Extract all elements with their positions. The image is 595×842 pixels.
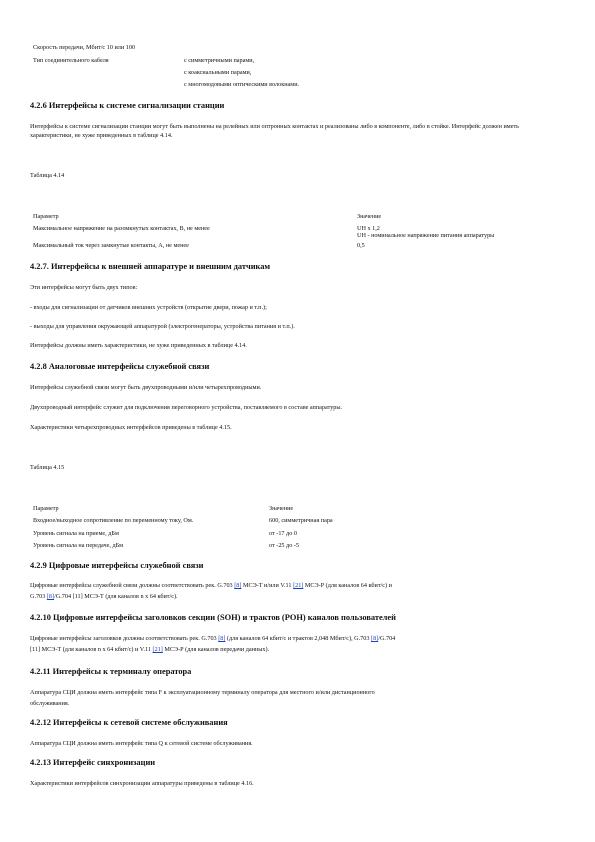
cable-option-3: с многомодовыми оптическими волокнами.: [184, 81, 300, 88]
table-4-14-row2-value: 0,5: [357, 242, 365, 249]
table-4-14-row1-value-a: UH x 1,2: [357, 225, 380, 232]
heading-4-2-9: 4.2.9 Цифровые интерфейсы служебной связи: [30, 561, 204, 570]
table-4-14-header-value: Значение: [357, 213, 382, 220]
heading-4-2-12: 4.2.12 Интерфейсы к сетевой системе обслуживания: [30, 718, 228, 727]
paragraph-4-2-9-line-1: Цифровые интерфейсы служебной связи должны соответствовать рек. G.703 [8] МСЭ-Т и/или V.11 [21] МСЭ-Р (для каналов 64 кбит/с) и: [30, 582, 392, 589]
table-4-15-row2-param: Уровень сигнала на приеме, дБм: [33, 530, 119, 537]
table-4-15-header-value: Значение: [269, 505, 294, 512]
reference-link[interactable]: [21]: [152, 646, 163, 653]
paragraph-4-2-7-item-1: - входы для сигнализации от датчиков внешних устройств (открытие двери, пожар и т.п.);: [30, 304, 267, 311]
table-4-15-row2-value: от -17 до 0: [269, 530, 297, 537]
table-4-14-caption: Таблица 4.14: [30, 172, 65, 179]
paragraph-4-2-13: Характеристики интерфейсов синхронизации аппаратуры приведены в таблице 4.16.: [30, 780, 254, 787]
table-4-15-header-param: Параметр: [33, 505, 59, 512]
speed-label: Скорость передачи, Мбит/с 10 или 100: [33, 44, 136, 51]
paragraph-4-2-11-line-1: Аппаратура СЦИ должна иметь интерфейс типа F к эксплуатационному терминалу оператора для местного и/или дистанционного: [30, 689, 375, 696]
reference-link[interactable]: [21]: [293, 582, 304, 589]
table-4-14-row1-param: Максимальное напряжение на разомкнутых контактах, В, не менее: [33, 225, 210, 232]
heading-4-2-11: 4.2.11 Интерфейсы к терминалу оператора: [30, 667, 192, 676]
paragraph-4-2-12: Аппаратура СЦИ должна иметь интерфейс типа Q к сетевой системе обслуживания.: [30, 740, 253, 747]
table-4-15-row1-param: Входное/выходное сопротивление по переменному току, Ом.: [33, 517, 194, 524]
table-4-15-row1-value: 600, симметричная пара: [269, 517, 333, 524]
reference-link[interactable]: [8]: [371, 635, 379, 642]
cable-type-label: Тип соединительного кабеля: [33, 57, 109, 64]
paragraph-4-2-7-outro: Интерфейсы должны иметь характеристики, не хуже приведенных в таблице 4.14.: [30, 342, 247, 349]
table-4-14-row1-value-b: UH - номинальное напряжение питания аппаратуры: [357, 232, 495, 239]
paragraph-4-2-10-line-2: [11] МСЭ-Т (для каналов n x 64 кбит/с) и V.11 [21] МСЭ-Р (для каналов передачи данных).: [30, 646, 270, 653]
heading-4-2-10: 4.2.10 Цифровые интерфейсы заголовков секции (SOH) и трактов (POH) каналов пользователей: [30, 613, 396, 622]
heading-4-2-6: 4.2.6 Интерфейсы к системе сигнализации станции: [30, 101, 225, 110]
paragraph-4-2-9-line-2: G.703 [8]/G.704 [11] МСЭ-Т (для каналов n x 64 кбит/с).: [30, 593, 178, 600]
heading-4-2-13: 4.2.13 Интерфейс синхронизации: [30, 758, 156, 767]
paragraph-4-2-8-3: Характеристики четырехпроводных интерфейсов приведены в таблице 4.15.: [30, 424, 232, 431]
reference-link[interactable]: [8]: [46, 593, 55, 600]
paragraph-4-2-7-item-2: - выходы для управления окружающей аппаратурой (электрогенераторы, устройства питания и т.п.).: [30, 323, 295, 330]
reference-link[interactable]: [8]: [218, 635, 226, 642]
table-4-15-caption: Таблица 4.15: [30, 464, 65, 471]
paragraph-4-2-7-intro: Эти интерфейсы могут быть двух типов:: [30, 284, 138, 291]
paragraph-4-2-10-line-1: Цифровые интерфейсы заголовков должны соответствовать рек. G.703 [8] (для каналов 64 кбит/с и трактов 2,048 Мбит/с), G.703 [8]/G.704: [30, 635, 396, 642]
table-4-15-row3-value: от -25 до -5: [269, 542, 300, 549]
paragraph-4-2-8-1: Интерфейсы служебной связи могут быть двухпроводными и/или четырехпроводными.: [30, 384, 262, 391]
paragraph-4-2-6: Интерфейсы к системе сигнализации станции могут быть выполнены на релейных или оптронных контактах и реализованы либо в компоненте, либо в стойке. Интерфейс должен иметь характеристики, не хуже приведенных в таблице 4.14.: [30, 123, 519, 139]
table-4-14-row2-param: Максимальный ток через замкнутые контакты, А, не менее: [33, 242, 189, 249]
table-4-15-row3-param: Уровень сигнала на передаче, дБм: [33, 542, 124, 549]
paragraph-4-2-8-2: Двухпроводный интерфейс служит для подключения переговорного устройства, поставляемого в составе аппаратуры.: [30, 404, 343, 411]
cable-option-2: с коаксиальными парами,: [184, 69, 252, 76]
reference-link[interactable]: [8]: [234, 582, 242, 589]
cable-option-1: с симметричными парами,: [184, 57, 255, 64]
heading-4-2-8: 4.2.8 Аналоговые интерфейсы служебной связи: [30, 362, 210, 371]
heading-4-2-7: 4.2.7. Интерфейсы к внешней аппаратуре и внешним датчикам: [30, 262, 271, 271]
paragraph-4-2-11-line-2: обслуживания.: [30, 700, 70, 707]
table-4-14-header-param: Параметр: [33, 213, 59, 220]
